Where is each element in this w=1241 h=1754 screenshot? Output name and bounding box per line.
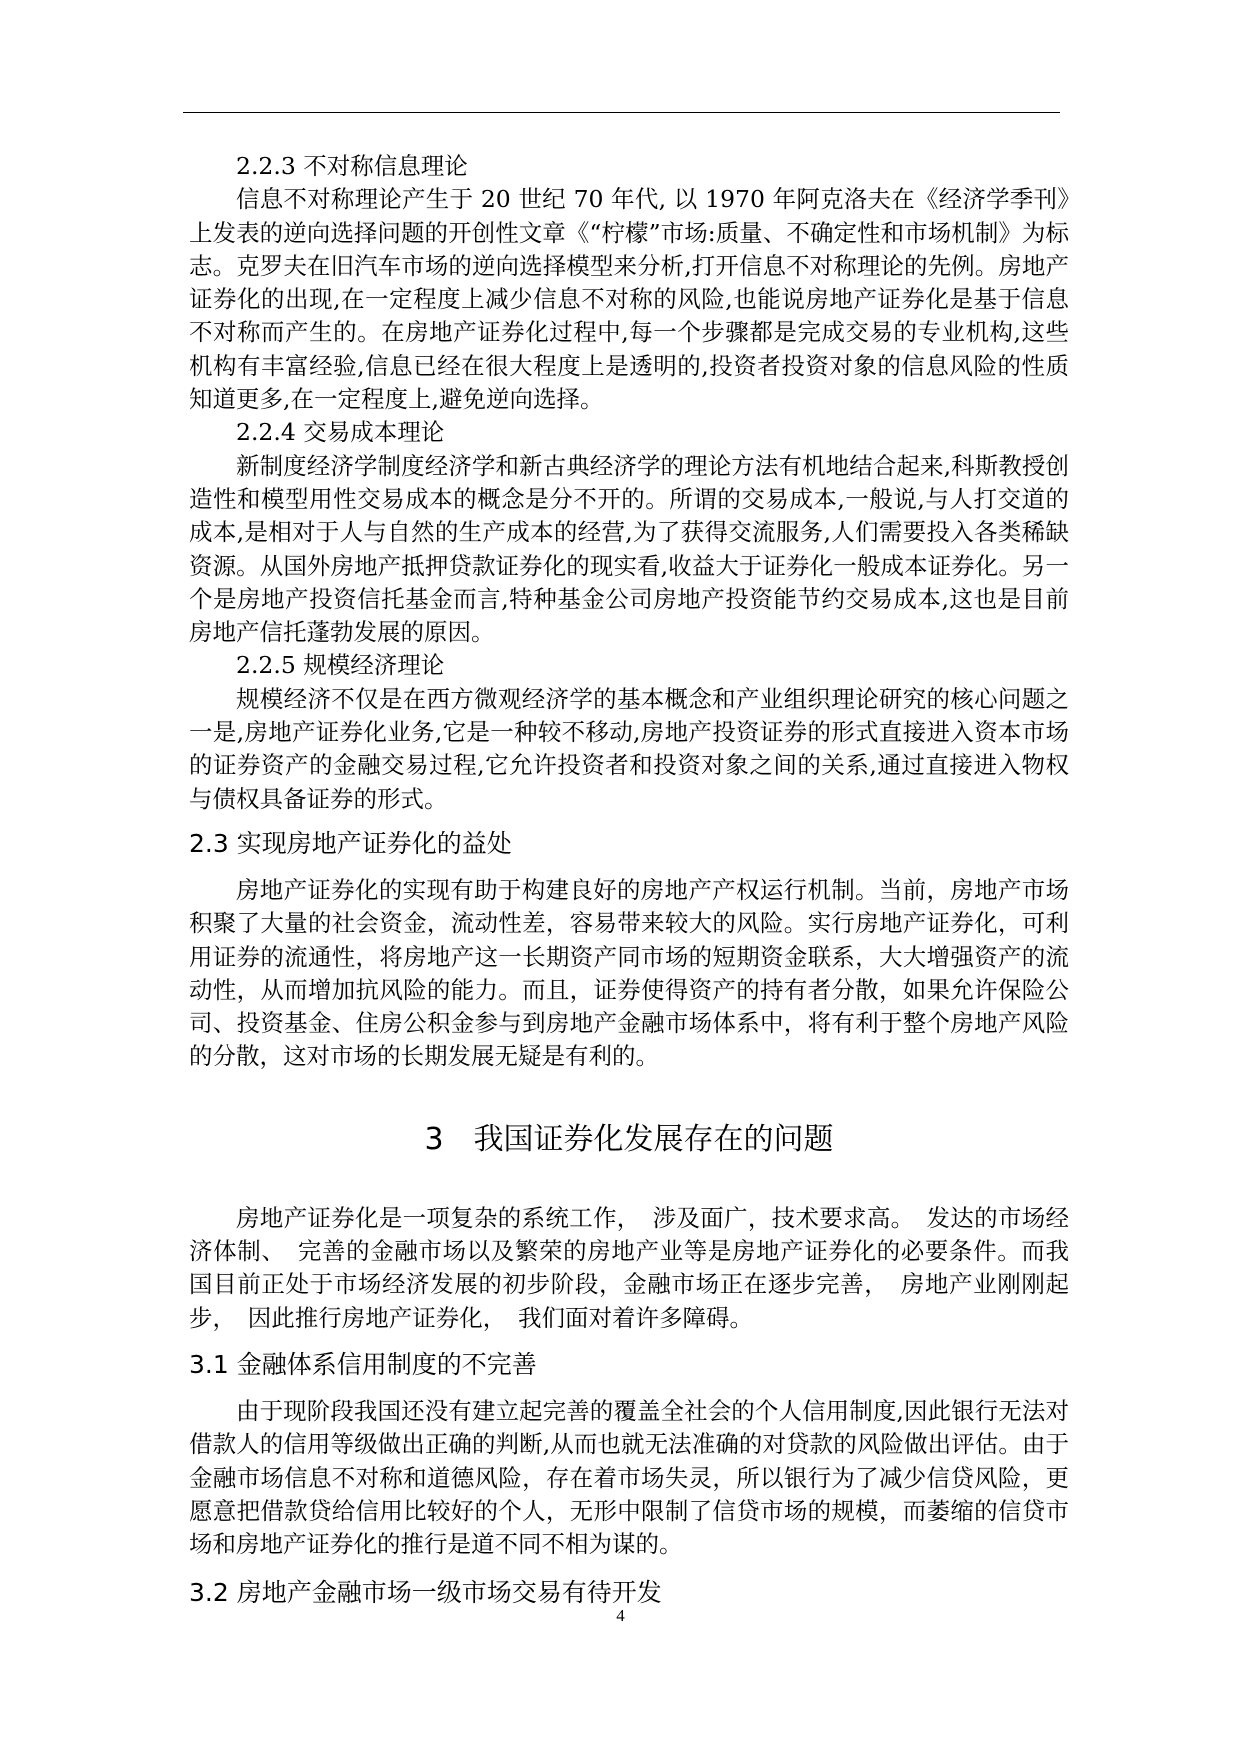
page-content (189, 150, 1069, 1611)
subsection-heading-2-2-4: 2.2.4 交易成本理论 (236, 418, 445, 447)
paragraph-2-3: 房地产证券化的实现有助于构建良好的房地产产权运行机制。当前，房地产市场积聚了大量的社会资金，流动性差，容易带来较大的风险。实行房地产证券化，可利用证券的流通性，将房地产这一长期资产同市场的短期资金联系，大大增强资产的流动性，从而增加抗风险的能力。而且，证券使得资产的持有者分散，如果允许保险公司、投资基金、住房公积金参与到房地产金融市场体系中，将有利于整个房地产风险的分散，这对市场的长期发展无疑是有利的。 (189, 875, 1069, 1071)
paragraph-3: 房地产证券化是一项复杂的系统工作， 涉及面广，技术要求高。 发达的市场经济体制、 完善的金融市场以及繁荣的房地产业等是房地产证券化的必要条件。而我国目前正处于市场经济发展的初步阶段，金融市场正在逐步完善， 房地产业刚刚起步， 因此推行房地产证券化， 我们面对着许多障碍。 (189, 1203, 1069, 1332)
section-heading-2-3: 2.3 实现房地产证券化的益处 (189, 828, 512, 858)
section-heading-3-2: 3.2 房地产金融市场一级市场交易有待开发 (189, 1578, 662, 1608)
header-rule (183, 112, 1060, 113)
subsection-heading-2-2-3: 2.2.3 不对称信息理论 (236, 152, 468, 180)
page-number: 4 (616, 1606, 625, 1625)
paragraph-2-2-5: 规模经济不仅是在西方微观经济学的基本概念和产业组织理论研究的核心问题之一是,房地产证券化业务,它是一种较不移动,房地产投资证券的形式直接进入资本市场的证券资产的金融交易过程,它允许投资者和投资对象之间的关系,通过直接进入物权与债权具备证券的形式。 (189, 684, 1069, 813)
paragraph-2-2-3: 信息不对称理论产生于 20 世纪 70 年代, 以 1970 年阿克洛夫在《经济学季刊》上发表的逆向选择问题的开创性文章《“柠檬”市场:质量、不确定性和市场机制》为标志。克罗夫在旧汽车市场的逆向选择模型来分析,打开信息不对称理论的先例。房地产证券化的出现,在一定程度上减少信息不对称的风险,也能说房地产证券化是基于信息不对称而产生的。在房地产证券化过程中,每一个步骤都是完成交易的专业机构,这些机构有丰富经验,信息已经在很大程度上是透明的,投资者投资对象的信息风险的性质知道更多,在一定程度上,避免逆向选择。 (189, 185, 1069, 414)
subsection-heading-2-2-5: 2.2.5 规模经济理论 (236, 651, 445, 680)
chapter-heading-3: 3 我国证券化发展存在的问题 (424, 1121, 834, 1157)
paragraph-2-2-4: 新制度经济学制度经济学和新古典经济学的理论方法有机地结合起来,科斯教授创造性和模型用性交易成本的概念是分不开的。所谓的交易成本,一般说,与人打交道的成本,是相对于人与自然的生产成本的经营,为了获得交流服务,人们需要投入各类稀缺资源。从国外房地产抵押贷款证券化的现实看,收益大于证券化一般成本证券化。另一个是房地产投资信托基金而言,特种基金公司房地产投资能节约交易成本,这也是目前房地产信托蓬勃发展的原因。 (189, 451, 1069, 647)
paragraph-3-1: 由于现阶段我国还没有建立起完善的覆盖全社会的个人信用制度,因此银行无法对借款人的信用等级做出正确的判断,从而也就无法准确的对贷款的风险做出评估。由于金融市场信息不对称和道德风险，存在着市场失灵，所以银行为了减少信贷风险，更愿意把借款贷给信用比较好的个人，无形中限制了信贷市场的规模，而萎缩的信贷市场和房地产证券化的推行是道不同不相为谋的。 (189, 1396, 1069, 1559)
section-heading-3-1: 3.1 金融体系信用制度的不完善 (189, 1349, 537, 1379)
